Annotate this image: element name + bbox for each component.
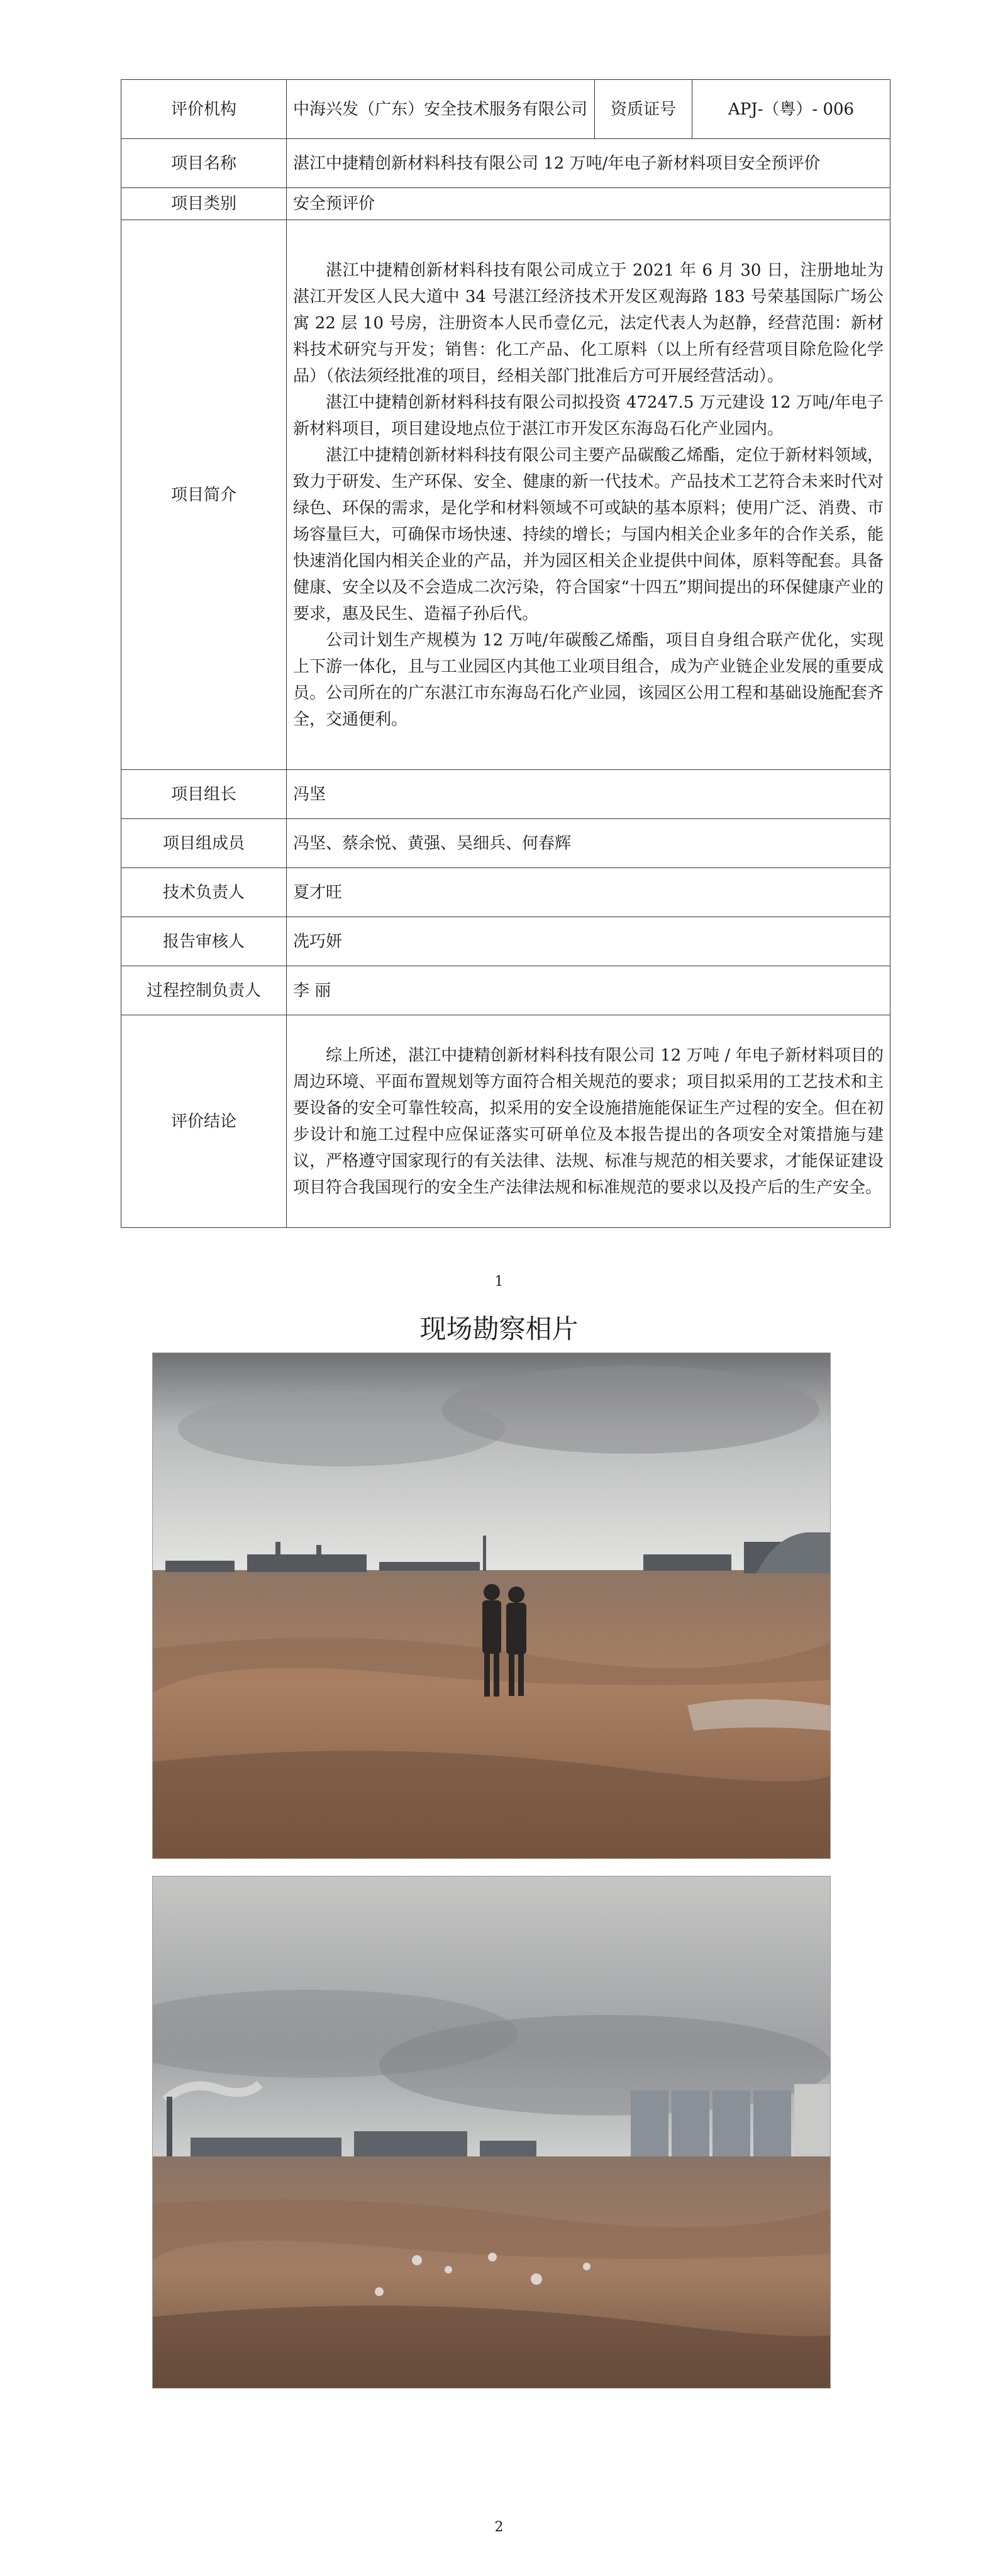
project-category-label: 项目类别	[121, 188, 287, 220]
photo-section-title: 现场勘察相片	[419, 1313, 579, 1344]
team-leader-label: 项目组长	[121, 770, 287, 819]
process-control-label: 过程控制负责人	[121, 966, 287, 1015]
site-photo-2-image	[153, 1876, 830, 2388]
project-name-label: 项目名称	[121, 139, 287, 188]
process-control-value: 李 丽	[287, 966, 890, 1015]
page-number: 2	[494, 2519, 504, 2535]
conclusion-label: 评价结论	[121, 1015, 287, 1228]
intro-paragraph: 湛江中捷精创新材料科技有限公司拟投资 47247.5 万元建设 12 万吨/年电子新材料项目，项目建设地点位于湛江市开发区东海岛石化产业园内。	[293, 393, 884, 438]
project-name-value: 湛江中捷精创新材料科技有限公司 12 万吨/年电子新材料项目安全预评价	[287, 139, 890, 188]
site-photo-2	[152, 1876, 831, 2389]
conclusion-paragraph: 综上所述，湛江中捷精创新材料科技有限公司 12 万吨 / 年电子新材料项目的周边环境、平面布置规划等方面符合相关规范的要求；项目拟采用的工艺技术和主要设备的安全可靠性较高，拟采用的安全设施措施能保证生产过程的安全。但在初步设计和施工过程中应保证落实可研单位及本报告提出的各项安全对策措施与建议，严格遵守国家现行的有关法律、法规、标准与规范的相关要求，才能保证建设项目符合我国现行的安全生产法律法规和标准规范的要求以及投产后的生产安全。	[293, 1045, 884, 1197]
team-members-label: 项目组成员	[121, 819, 287, 868]
site-photo-1	[152, 1352, 831, 1859]
cert-value: APJ-（粤）- 006	[692, 80, 890, 139]
tech-lead-label: 技术负责人	[121, 868, 287, 917]
intro-paragraph: 公司计划生产规模为 12 万吨/年碳酸乙烯酯，项目自身组合联产优化，实现上下游一体化，且与工业园区内其他工业项目组合，成为产业链企业发展的重要成员。公司所在的广东湛江市东海岛石化产业园，该园区公用工程和基础设施配套齐全，交通便利。	[293, 630, 884, 729]
cert-label: 资质证号	[595, 80, 692, 139]
page-number: 1	[494, 1274, 504, 1290]
team-members-value: 冯坚、蔡余悦、黄强、吴细兵、何春辉	[287, 819, 890, 868]
org-label: 评价机构	[121, 80, 287, 139]
intro-paragraph: 湛江中捷精创新材料科技有限公司主要产品碳酸乙烯酯，定位于新材料领域，致力于研发、生产环保、安全、健康的新一代技术。产品技术工艺符合未来时代对绿色、环保的需求，是化学和材料领域不可或缺的基本原料；使用广泛、消费、市场容量巨大，可确保市场快速、持续的增长；与国内相关企业多年的合作关系，能快速消化国内相关企业的产品，并为园区相关企业提供中间体，原料等配套。具备健康、安全以及不会造成二次污染，符合国家“十四五”期间提出的环保健康产业的要求，惠及民生、造福子孙后代。	[293, 445, 884, 623]
evaluation-info-table	[121, 79, 890, 1228]
project-category-value: 安全预评价	[287, 188, 890, 220]
tech-lead-value: 夏才旺	[287, 868, 890, 917]
team-leader-value: 冯坚	[287, 770, 890, 819]
site-photo-1-image	[153, 1353, 830, 1858]
org-value: 中海兴发（广东）安全技术服务有限公司	[287, 80, 595, 139]
report-reviewer-value: 冼巧妍	[287, 917, 890, 966]
report-reviewer-label: 报告审核人	[121, 917, 287, 966]
conclusion-value	[287, 1015, 890, 1228]
project-intro-label: 项目简介	[121, 220, 287, 770]
project-intro-value	[287, 220, 890, 770]
intro-paragraph: 湛江中捷精创新材料科技有限公司成立于 2021 年 6 月 30 日，注册地址为湛江开发区人民大道中 34 号湛江经济技术开发区观海路 183 号荣基国际广场公寓 22 层 10 号房，注册资本人民币壹亿元，法定代表人为赵静，经营范围：新材料技术研究与开发；销售：化工产品、化工原料（以上所有经营项目除危险化学品）（依法须经批准的项目，经相关部门批准后方可开展经营活动）。	[293, 260, 884, 386]
